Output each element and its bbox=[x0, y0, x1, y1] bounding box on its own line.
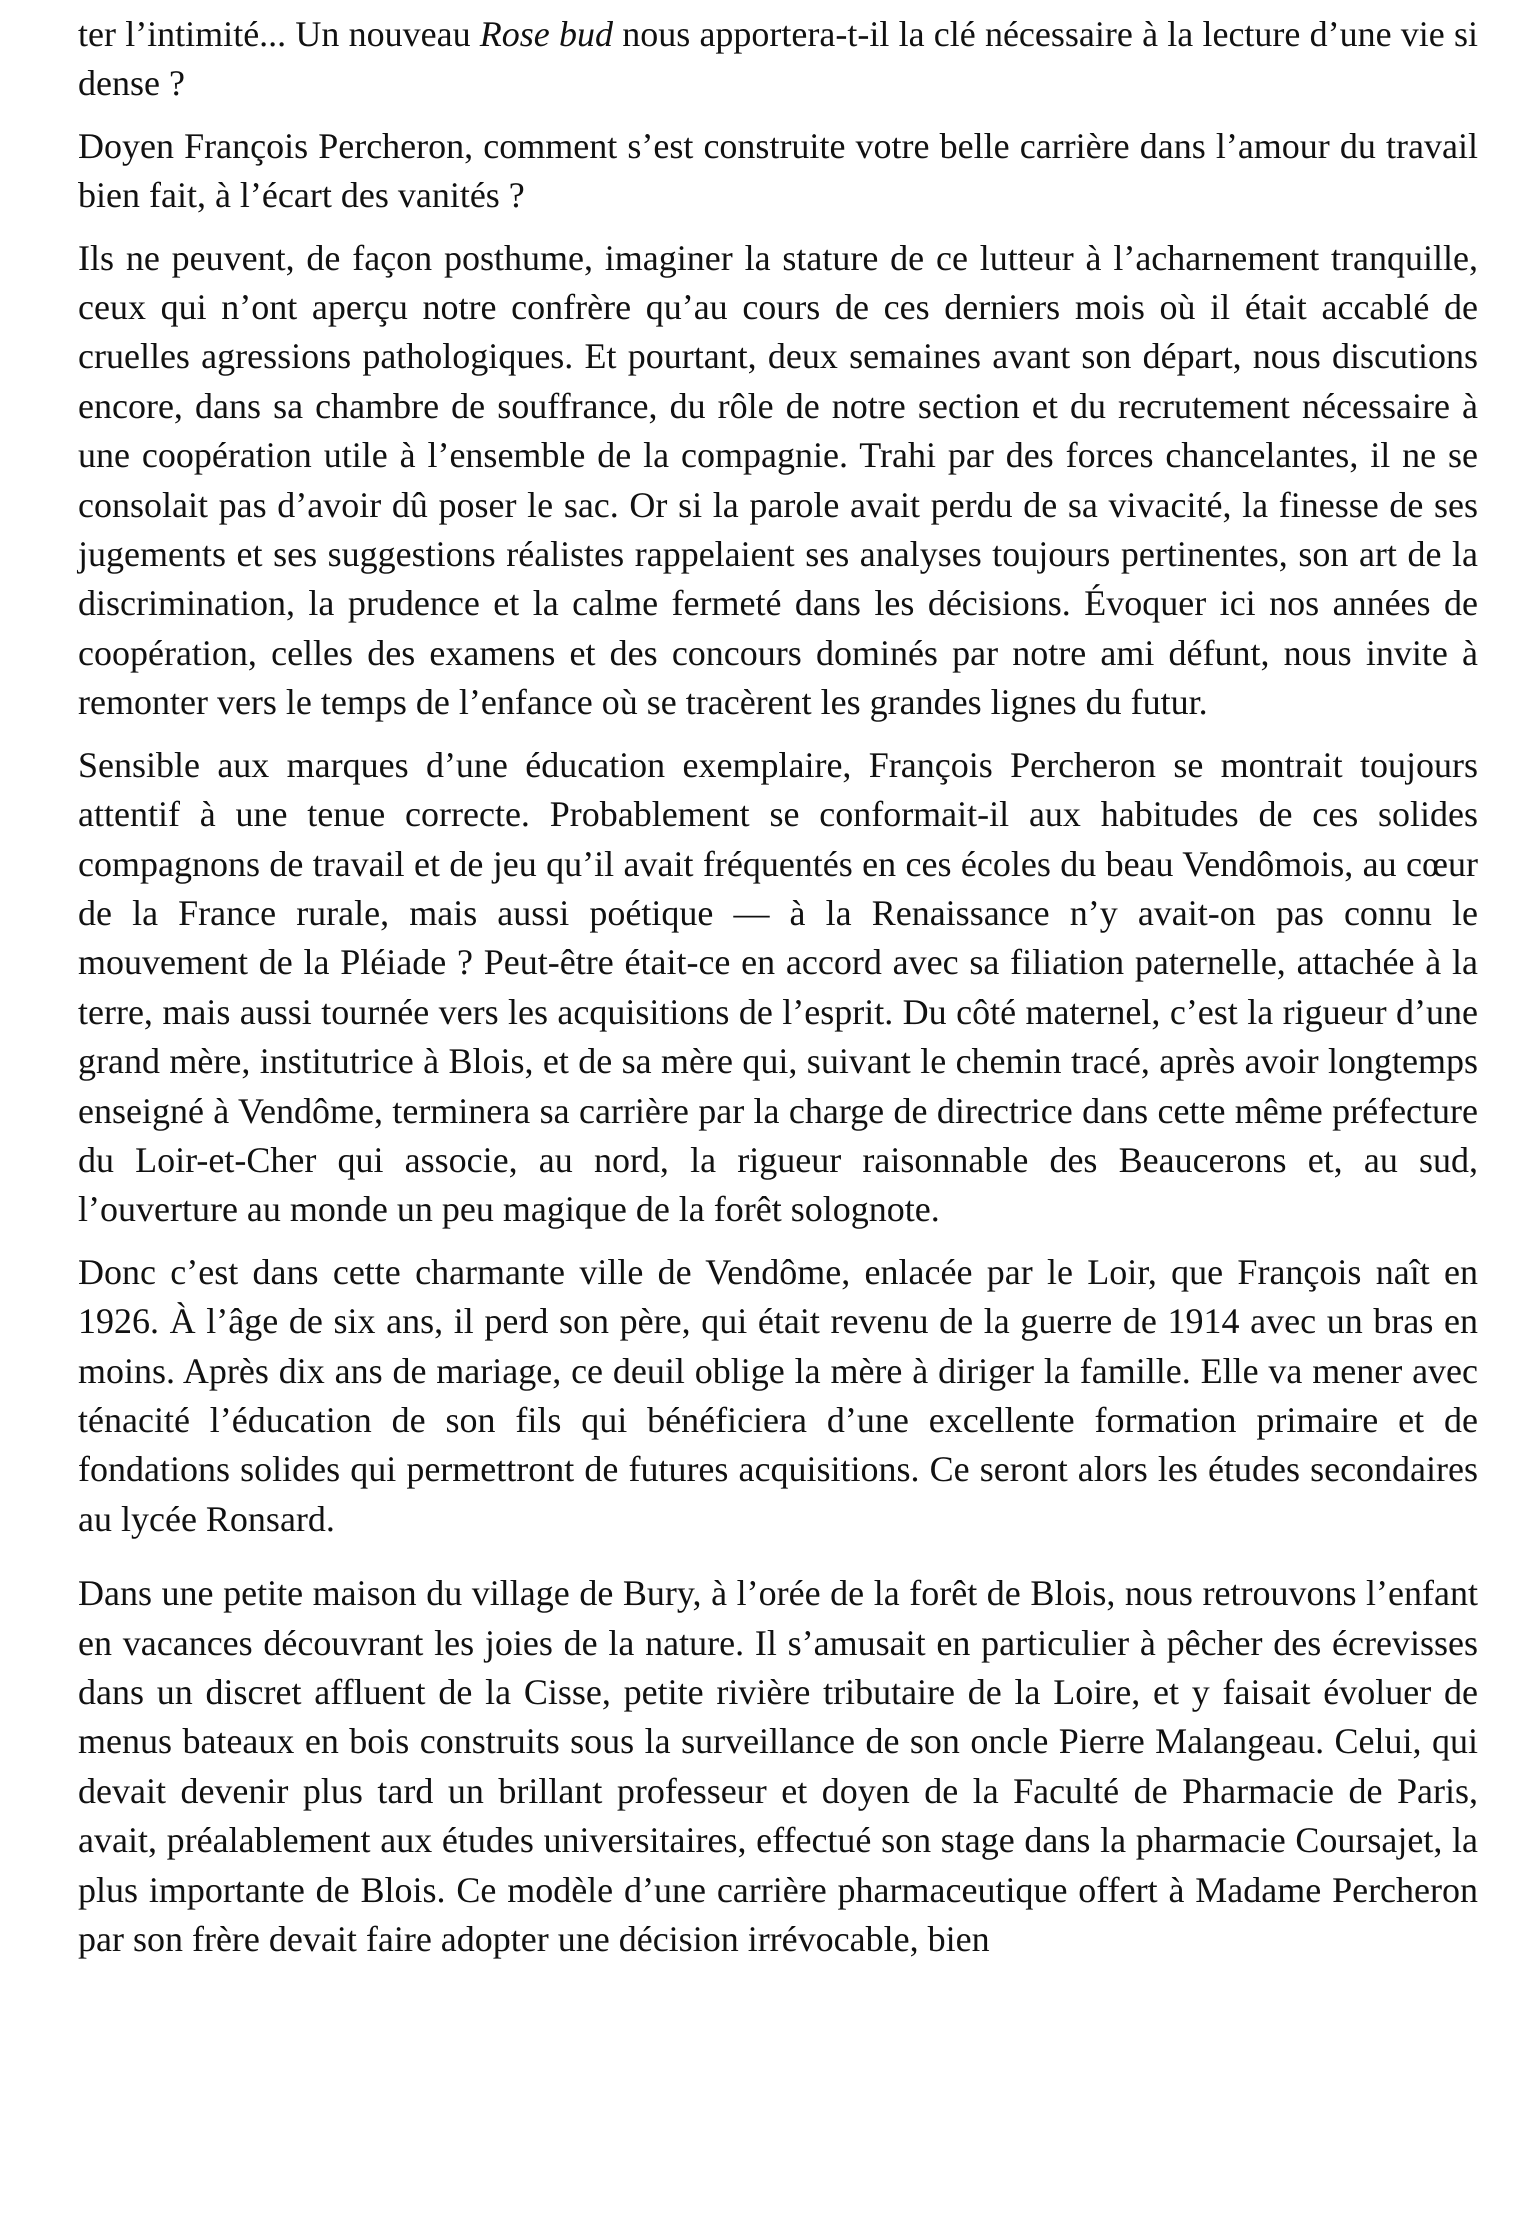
paragraph-intro bbox=[78, 10, 1478, 109]
paragraph-final-months: Ils ne peuvent, de façon posthume, imaginer la stature de ce lutteur à l’acharnement tranquille, ceux qui n’ont aperçu notre confrère qu’au cours de ces derniers mois où il était accablé de cruelles agressions pathologiques. Et pourtant, deux semaines avant son départ, nous discutions encore, dans sa chambre de souffrance, du rôle de notre section et du recrutement nécessaire à une coopération utile à l’ensemble de la compagnie. Trahi par des forces chancelantes, il ne se consolait pas d’avoir dû poser le sac. Or si la parole avait perdu de sa vivacité, la finesse de ses jugements et ses suggestions réalistes rappelaient ses analyses toujours pertinentes, son art de la discrimination, la prudence et la calme fermeté dans les décisions. Évoquer ici nos années de coopération, celles des examens et des concours dominés par notre ami défunt, nous invite à remonter vers le temps de l’enfance où se tracèrent les grandes lignes du futur. bbox=[78, 237, 1478, 723]
film-title-rose-bud: Rose bud bbox=[479, 14, 613, 54]
paragraph-bury-childhood: Dans une petite maison du village de Bury, à l’orée de la forêt de Blois, nous retrouvons l’enfant en vacances découvrant les joies de la nature. Il s’amusait en particulier à pêcher des écrevisses dans un discret affluent de la Cisse, petite rivière tributaire de la Loire, et y faisait évoluer de menus bateaux en bois construits sous la surveillance de son oncle Pierre Malangeau. Celui, qui devait devenir plus tard un brillant professeur et doyen de la Faculté de Pharmacie de Paris, avait, préalablement aux études universitaires, effectué son stage dans la pharmacie Coursajet, la plus importante de Blois. Ce modèle d’une carrière pharmaceutique offert à Madame Percheron par son frère devait faire adopter une décision irrévocable, bien bbox=[78, 1573, 1478, 1960]
paragraph-education: Sensible aux marques d’une éducation exemplaire, François Percheron se montrait toujours attentif à une tenue correcte. Probablement se conformait-il aux habitudes de ces solides compagnons de travail et de jeu qu’il avait fréquentés en ces écoles du beau Vendômois, au cœur de la France rurale, mais aussi poétique — à la Renaissance n’y avait-on pas connu le mouvement de la Pléiade ? Peut-être était-ce en accord avec sa filiation paternelle, attachée à la terre, mais aussi tournée vers les acquisitions de l’esprit. Du côté maternel, c’est la rigueur d’une grand mère, institutrice à Blois, et de sa mère qui, suivant le chemin tracé, après avoir longtemps enseigné à Vendôme, terminera sa carrière par la charge de directrice dans cette même préfecture du Loir-et-Cher qui associe, au nord, la rigueur raisonnable des Beaucerons et, au sud, l’ouverture au monde un peu magique de la forêt solognote. bbox=[78, 744, 1478, 1230]
paragraph-intro-after: nous apportera-t-il la clé nécessaire à la lecture d’une vie si dense ? bbox=[78, 14, 1479, 104]
paragraph-intro-before: ter l’intimité... Un nouveau bbox=[78, 14, 480, 54]
paragraph-vendome-birth: Donc c’est dans cette charmante ville de Vendôme, enlacée par le Loir, que François naît en 1926. À l’âge de six ans, il perd son père, qui était revenu de la guerre de 1914 avec un bras en moins. Après dix ans de mariage, ce deuil oblige la mère à diriger la famille. Elle va mener avec ténacité l’éducation de son fils qui bénéficiera d’une excellente formation primaire et de fondations solides qui permettront de futures acquisitions. Ce seront alors les études secondaires au lycée Ronsard. bbox=[78, 1251, 1478, 1539]
paragraph-question: Doyen François Percheron, comment s’est construite votre belle carrière dans l’amour du travail bien fait, à l’écart des vanités ? bbox=[78, 125, 1478, 216]
document-page bbox=[78, 10, 1478, 1964]
